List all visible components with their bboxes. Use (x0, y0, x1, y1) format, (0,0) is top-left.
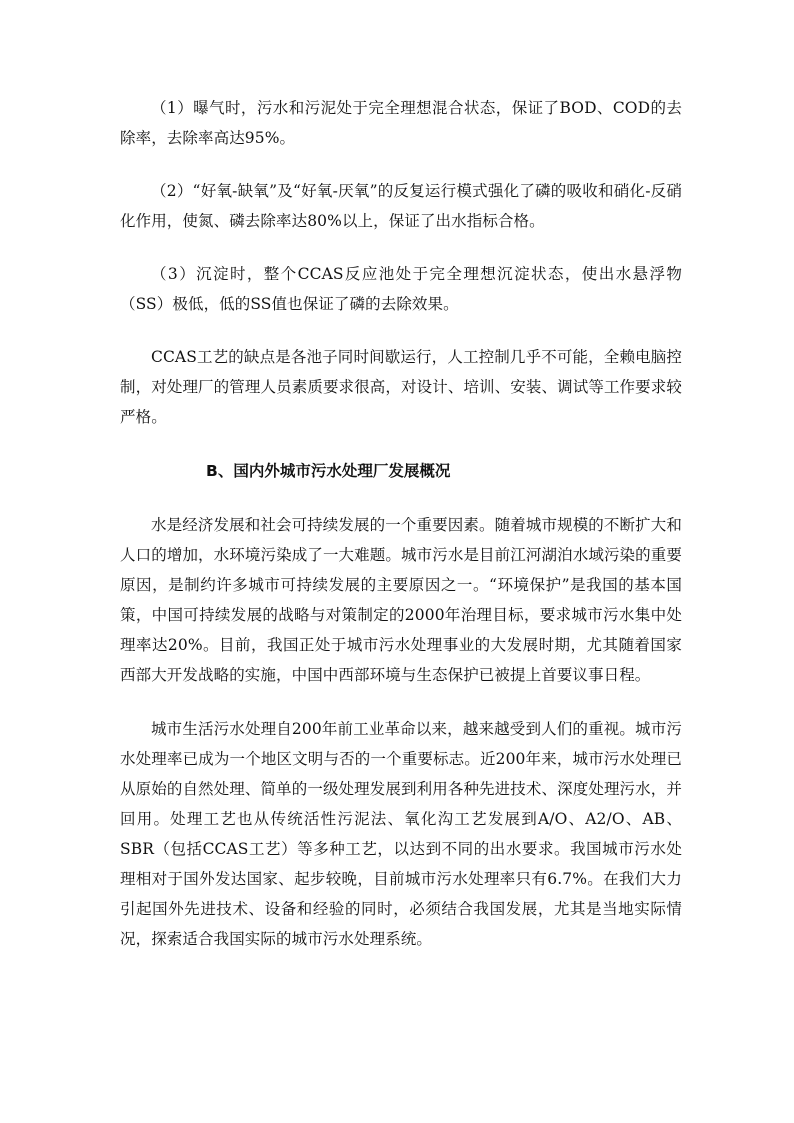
paragraph-aeration-advantage: （1）曝气时，污水和污泥处于完全理想混合状态，保证了BOD、COD的去除率，去除率高达95%。 (120, 99, 682, 147)
document-page (120, 93, 682, 954)
paragraph-ccas-disadvantage: CCAS工艺的缺点是各池子同时间歇运行，人工控制几乎不可能，全赖电脑控制，对处理厂的管理人员素质要求很高，对设计、培训、安装、调试等工作要求较严格。 (120, 348, 682, 426)
paragraph-aerobic-anoxic-advantage: （2）“好氧-缺氧”及“好氧-厌氧”的反复运行模式强化了磷的吸收和硝化-反硝化作用，使氮、磷去除率达80%以上，保证了出水指标合格。 (120, 182, 682, 230)
paragraph-water-importance: 水是经济发展和社会可持续发展的一个重要因素。随着城市规模的不断扩大和人口的增加，水环境污染成了一大难题。城市污水是目前江河湖泊水域污染的重要原因，是制约许多城市可持续发展的主要原因之一。“环境保护”是我国的基本国策，中国可持续发展的战略与对策制定的2000年治理目标，要求城市污水集中处理率达20%。目前，我国正处于城市污水处理事业的大发展时期，尤其随着国家西部大开发战略的实施，中国中西部环境与生态保护已被提上首要议事日程。 (120, 516, 682, 684)
paragraph-treatment-history: 城市生活污水处理自200年前工业革命以来，越来越受到人们的重视。城市污水处理率已成为一个地区文明与否的一个重要标志。近200年来，城市污水处理已从原始的自然处理、简单的一级处理发展到利用各种先进技术、深度处理污水，并回用。处理工艺也从传统活性污泥法、氧化沟工艺发展到A/O、A2/O、AB、SBR（包括CCAS工艺）等多种工艺，以达到不同的出水要求。我国城市污水处理相对于国外发达国家、起步较晚，目前城市污水处理率只有6.7%。在我们大力引起国外先进技术、设备和经验的同时，必须结合我国发展，尤其是当地实际情况，探索适合我国实际的城市污水处理系统。 (120, 720, 682, 948)
section-heading: B、国内外城市污水处理厂发展概况 (206, 462, 451, 480)
paragraph-settling-advantage: （3）沉淀时，整个CCAS反应池处于完全理想沉淀状态，使出水悬浮物（SS）极低，低的SS值也保证了磷的去除效果。 (120, 265, 682, 313)
